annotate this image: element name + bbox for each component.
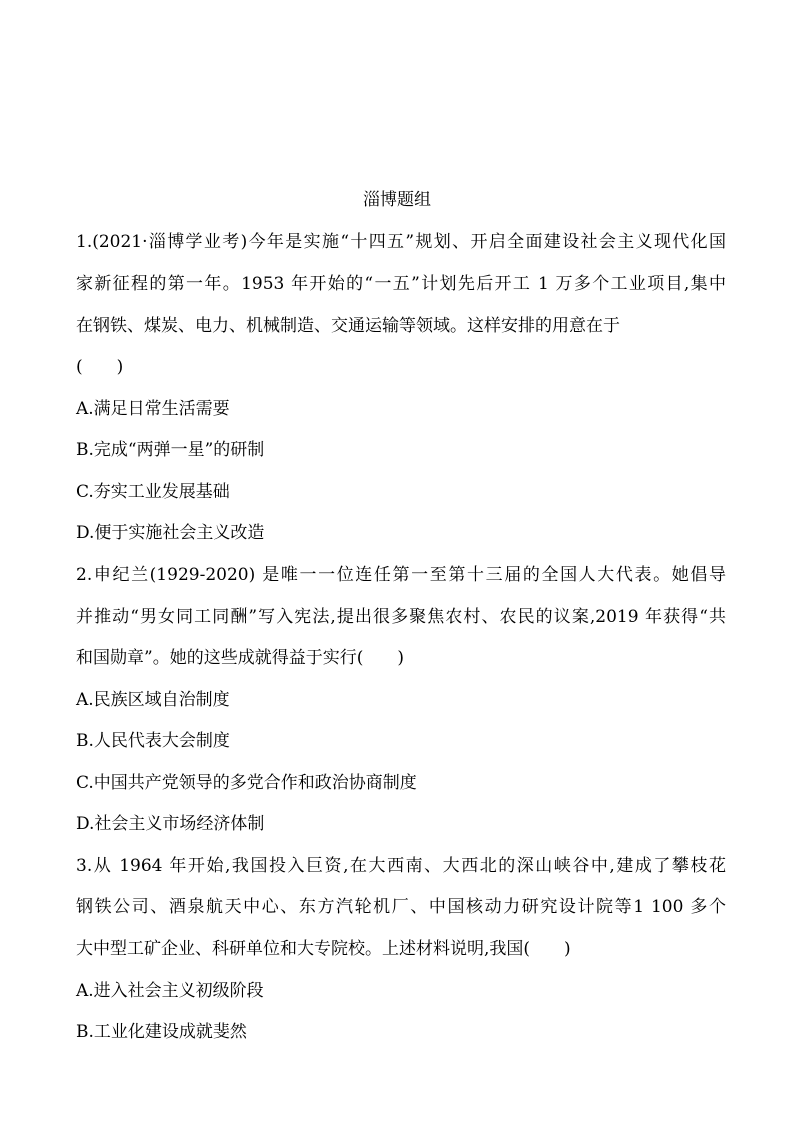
question-3-option-b: B.工业化建设成就斐然 bbox=[76, 1022, 247, 1042]
page-title: 淄博题组 bbox=[363, 190, 431, 210]
question-3-line-2: 钢铁公司、酒泉航天中心、东方汽轮机厂、中国核动力研究设计院等1 100 多个 bbox=[76, 897, 726, 917]
question-2-line-2: 并推动“男女同工同酬”写入宪法,提出很多聚焦农村、农民的议案,2019 年获得“共 bbox=[76, 607, 726, 627]
question-2-option-b: B.人民代表大会制度 bbox=[76, 731, 230, 751]
question-3-line-3: 大中型工矿企业、科研单位和大专院校。上述材料说明,我国( ) bbox=[76, 939, 571, 959]
question-1-option-d: D.便于实施社会主义改造 bbox=[76, 523, 265, 543]
question-3-option-a: A.进入社会主义初级阶段 bbox=[76, 981, 264, 1001]
question-1-answer-blank: ( ) bbox=[76, 357, 124, 377]
question-2-line-3: 和国勋章”。她的这些成就得益于实行( ) bbox=[76, 648, 404, 668]
question-1-option-b: B.完成“两弹一星”的研制 bbox=[76, 440, 265, 460]
question-2-option-a: A.民族区域自治制度 bbox=[76, 690, 230, 710]
question-2-option-c: C.中国共产党领导的多党合作和政治协商制度 bbox=[76, 773, 417, 793]
question-1-option-c: C.夯实工业发展基础 bbox=[76, 482, 230, 502]
question-1-line-1: 1.(2021·淄博学业考)今年是实施“十四五”规划、开启全面建设社会主义现代化国 bbox=[76, 232, 726, 252]
question-1-option-a: A.满足日常生活需要 bbox=[76, 399, 230, 419]
question-3-line-1: 3.从 1964 年开始,我国投入巨资,在大西南、大西北的深山峡谷中,建成了攀枝花 bbox=[76, 856, 726, 876]
question-2-option-d: D.社会主义市场经济体制 bbox=[76, 814, 265, 834]
question-1-line-2: 家新征程的第一年。1953 年开始的“一五”计划先后开工 1 万多个工业项目,集中 bbox=[76, 274, 726, 294]
question-2-line-1: 2.申纪兰(1929-2020) 是唯一一位连任第一至第十三届的全国人大代表。她倡导 bbox=[76, 565, 726, 585]
question-1-line-3: 在钢铁、煤炭、电力、机械制造、交通运输等领域。这样安排的用意在于 bbox=[76, 316, 620, 336]
